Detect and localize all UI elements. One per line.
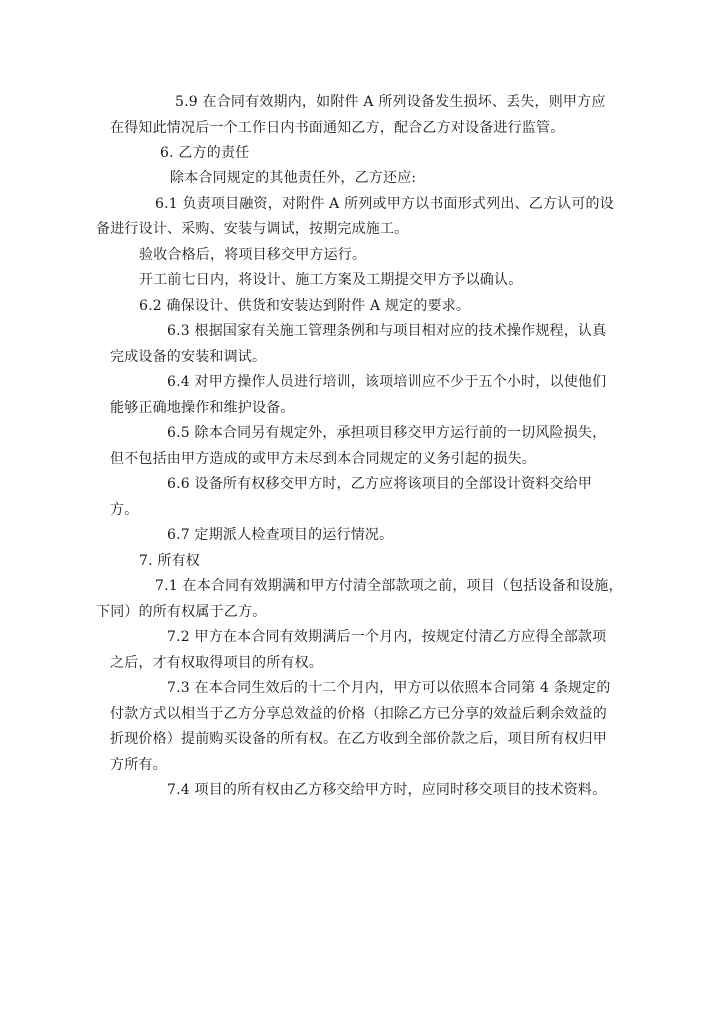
text-line: 下同）的所有权属于乙方。 [96,604,267,620]
text-line: 能够正确地操作和维护设备。 [110,400,295,416]
section-heading: 7. 所有权 [139,553,201,569]
text-line: 6.5 除本合同另有规定外，承担项目移交甲方运行前的一切风险损失， [167,425,607,441]
text-line: 备进行设计、采购、安装与调试，按期完成施工。 [96,221,409,237]
text-line: 6.3 根据国家有关施工管理条例和与项目相对应的技术操作规程，认真 [167,323,607,339]
text-line: 7.2 甲方在本合同有效期满后一个月内，按规定付清乙方应得全部款项 [167,629,607,645]
text-line: 开工前七日内，将设计、施工方案及工期提交甲方予以确认。 [139,272,523,288]
text-line: 7.4 项目的所有权由乙方移交给甲方时，应同时移交项目的技术资料。 [167,782,607,798]
text-line: 6.4 对甲方操作人员进行培训，该项培训应不少于五个小时，以使他们 [167,374,607,390]
text-line: 5.9 在合同有效期内，如附件 A 所列设备发生损坏、丢失，则甲方应 [175,94,606,110]
text-line: 6.7 定期派人检查项目的运行情况。 [167,527,394,543]
section-heading: 6. 乙方的责任 [160,145,250,161]
text-line: 7.3 在本合同生效后的十二个月内，甲方可以依照本合同第 4 条规定的 [167,680,611,696]
text-line: 折现价格）提前购买设备的所有权。在乙方收到全部价款之后，项目所有权归甲 [110,731,607,747]
text-line: 除本合同规定的其他责任外，乙方还应: [170,170,417,186]
text-line: 方。 [110,502,139,518]
text-line: 但不包括由甲方造成的或甲方未尽到本合同规定的义务引起的损失。 [110,451,536,467]
text-line: 7.1 在本合同有效期满和甲方付清全部款项之前，项目（包括设备和设施， [155,578,623,594]
text-line: 6.1 负责项目融资，对附件 A 所列或甲方以书面形式列出、乙方认可的设 [155,196,614,212]
text-line: 完成设备的安装和调试。 [110,349,267,365]
text-line: 6.2 确保设计、供货和安装达到附件 A 规定的要求。 [139,298,471,314]
text-line: 验收合格后，将项目移交甲方运行。 [139,247,367,263]
text-line: 付款方式以相当于乙方分享总效益的价格（扣除乙方已分享的效益后剩余效益的 [110,706,607,722]
text-line: 在得知此情况后一个工作日内书面通知乙方，配合乙方对设备进行监管。 [110,120,565,136]
text-line: 方所有。 [110,757,167,773]
text-line: 6.6 设备所有权移交甲方时，乙方应将该项目的全部设计资料交给甲 [167,476,593,492]
text-line: 之后，才有权取得项目的所有权。 [110,655,323,671]
